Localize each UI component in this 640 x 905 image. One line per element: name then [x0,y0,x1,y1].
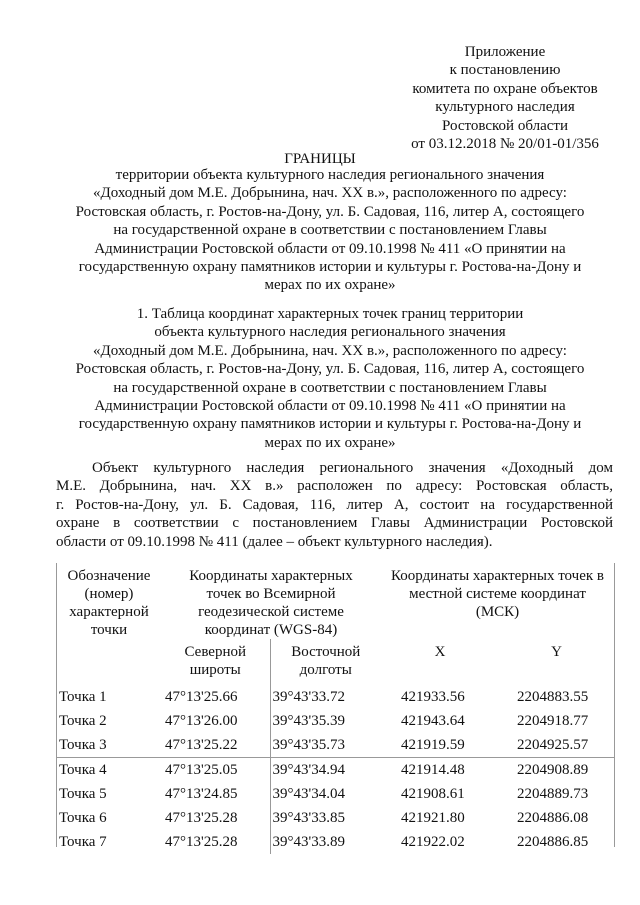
coordinates-table [56,563,615,850]
table-row [57,806,614,830]
msk-x-cell: 421908.61 [401,785,465,802]
latitude-cell: 47°13'26.00 [165,712,238,729]
description-line: Администрации Ростовской области от 09.10.1998 № 411 «О принятии на [94,240,566,257]
table-row [57,782,614,806]
msk-x-cell: 421943.64 [401,712,465,729]
point-name-cell: Точка 3 [59,736,107,753]
description-line: Ростовская область, г. Ростов-на-Дону, ул. Б. Садовая, 116, литер А, состоящего [75,203,585,220]
section1-line: «Доходный дом М.Е. Добрынина, нач. XX в.», расположенного по адресу: [93,342,567,359]
sub-header-lat: Северной широты [184,644,247,678]
col-header-point: Обозначение (номер) характерной точки [67,568,151,638]
point-name-cell: Точка 4 [57,758,161,783]
msk-y-cell: 2204886.85 [517,833,589,850]
section1-line: объекта культурного наследия регионального значения [154,324,506,341]
body-paragraph [56,459,613,551]
latitude-cell: 47°13'25.05 [161,758,270,783]
document-title: ГРАНИЦЫ [284,151,356,167]
longitude-cell: 39°43'35.39 [270,709,381,733]
header-line: культурного наследия [435,99,575,116]
section1-line: Администрации Ростовской области от 09.10.1998 № 411 «О принятии на [94,398,566,415]
description-line: территории объекта культурного наследия регионального значения [115,167,545,183]
msk-x-cell: 421919.59 [401,736,465,753]
longitude-cell: 39°43'35.73 [270,733,381,758]
sub-header-y: Y [551,644,562,660]
msk-y-cell: 2204886.08 [517,809,589,826]
latitude-cell: 47°13'25.28 [165,809,238,826]
section1-line: мерах по их охране» [264,434,396,451]
paragraph-line: М.Е. Добрынина, нач. XX в.» расположен по адресу: Ростовская область, [56,478,613,495]
description-line: мерах по их охране» [264,277,396,294]
latitude-cell: 47°13'24.85 [165,785,238,802]
msk-y-cell: 2204925.57 [517,736,589,753]
msk-x-cell: 421921.80 [401,809,465,826]
table-row [57,733,614,758]
point-name-cell: Точка 1 [59,688,107,705]
sub-header-x: X [434,644,446,660]
header-line: комитета по охране объектов [412,80,598,97]
table-row [57,709,614,733]
table-row [57,758,614,783]
msk-x-cell: 421914.48 [381,758,499,783]
appendix-header [390,43,620,153]
point-name-cell: Точка 7 [59,833,107,850]
description-line: «Доходный дом М.Е. Добрынина, нач. XX в.», расположенного по адресу: [93,185,567,202]
latitude-cell: 47°13'25.22 [165,736,238,753]
title-description [40,166,620,295]
description-line: государственную охрану памятников истории и культуры г. Ростова-на-Дону и [78,259,582,276]
point-name-cell: Точка 5 [59,785,107,802]
longitude-cell: 39°43'33.72 [270,685,381,709]
longitude-cell: 39°43'33.85 [270,806,381,830]
header-line: к постановлению [449,62,561,79]
sub-header-lon: Восточной долготы [270,639,381,685]
msk-x-cell: 421933.56 [401,688,465,705]
table-row [57,830,614,854]
longitude-cell: 39°43'34.04 [270,782,381,806]
latitude-cell: 47°13'25.28 [165,833,238,850]
section1-line: 1. Таблица координат характерных точек границ территории [136,306,524,322]
msk-y-cell: 2204883.55 [517,688,589,705]
header-line: Ростовской области [442,117,568,134]
table-row [57,685,614,709]
col-header-msk: Координаты характерных точек в местной системе координат (МСК) [391,568,604,620]
msk-x-cell: 421922.02 [401,833,465,850]
paragraph-line: Объект культурного наследия регионального значения «Доходный дом [92,460,613,476]
col-header-wgs84: Координаты характерных точек во Всемирной геодезической системе координат (WGS-84) [189,568,353,638]
section1-line: на государственной охране в соответствии с постановлением Главы [113,379,547,396]
description-line: на государственной охране в соответствии с постановлением Главы [113,222,547,239]
paragraph-line: охране в соответствии с постановлением Главы Администрации Ростовской [56,515,613,532]
longitude-cell: 39°43'33.89 [270,830,381,854]
msk-y-cell: 2204908.89 [499,758,614,783]
msk-y-cell: 2204889.73 [517,785,589,802]
paragraph-line: г. Ростов-на-Дону, ул. Б. Садовая, 116, литер А, состоит на государственной [56,496,613,513]
header-line: Приложение [464,44,546,60]
msk-y-cell: 2204918.77 [517,712,589,729]
longitude-cell: 39°43'34.94 [270,758,381,783]
point-name-cell: Точка 6 [59,809,107,826]
paragraph-line: области от 09.10.1998 № 411 (далее – объект культурного наследия). [56,533,493,550]
latitude-cell: 47°13'25.66 [165,688,238,705]
header-line: от 03.12.2018 № 20/01-01/356 [411,136,599,153]
section1-line: Ростовская область, г. Ростов-на-Дону, ул. Б. Садовая, 116, литер А, состоящего [75,361,585,378]
section1-line: государственную охрану памятников истории и культуры г. Ростова-на-Дону и [78,416,582,433]
section-1-heading [40,305,620,452]
point-name-cell: Точка 2 [59,712,107,729]
